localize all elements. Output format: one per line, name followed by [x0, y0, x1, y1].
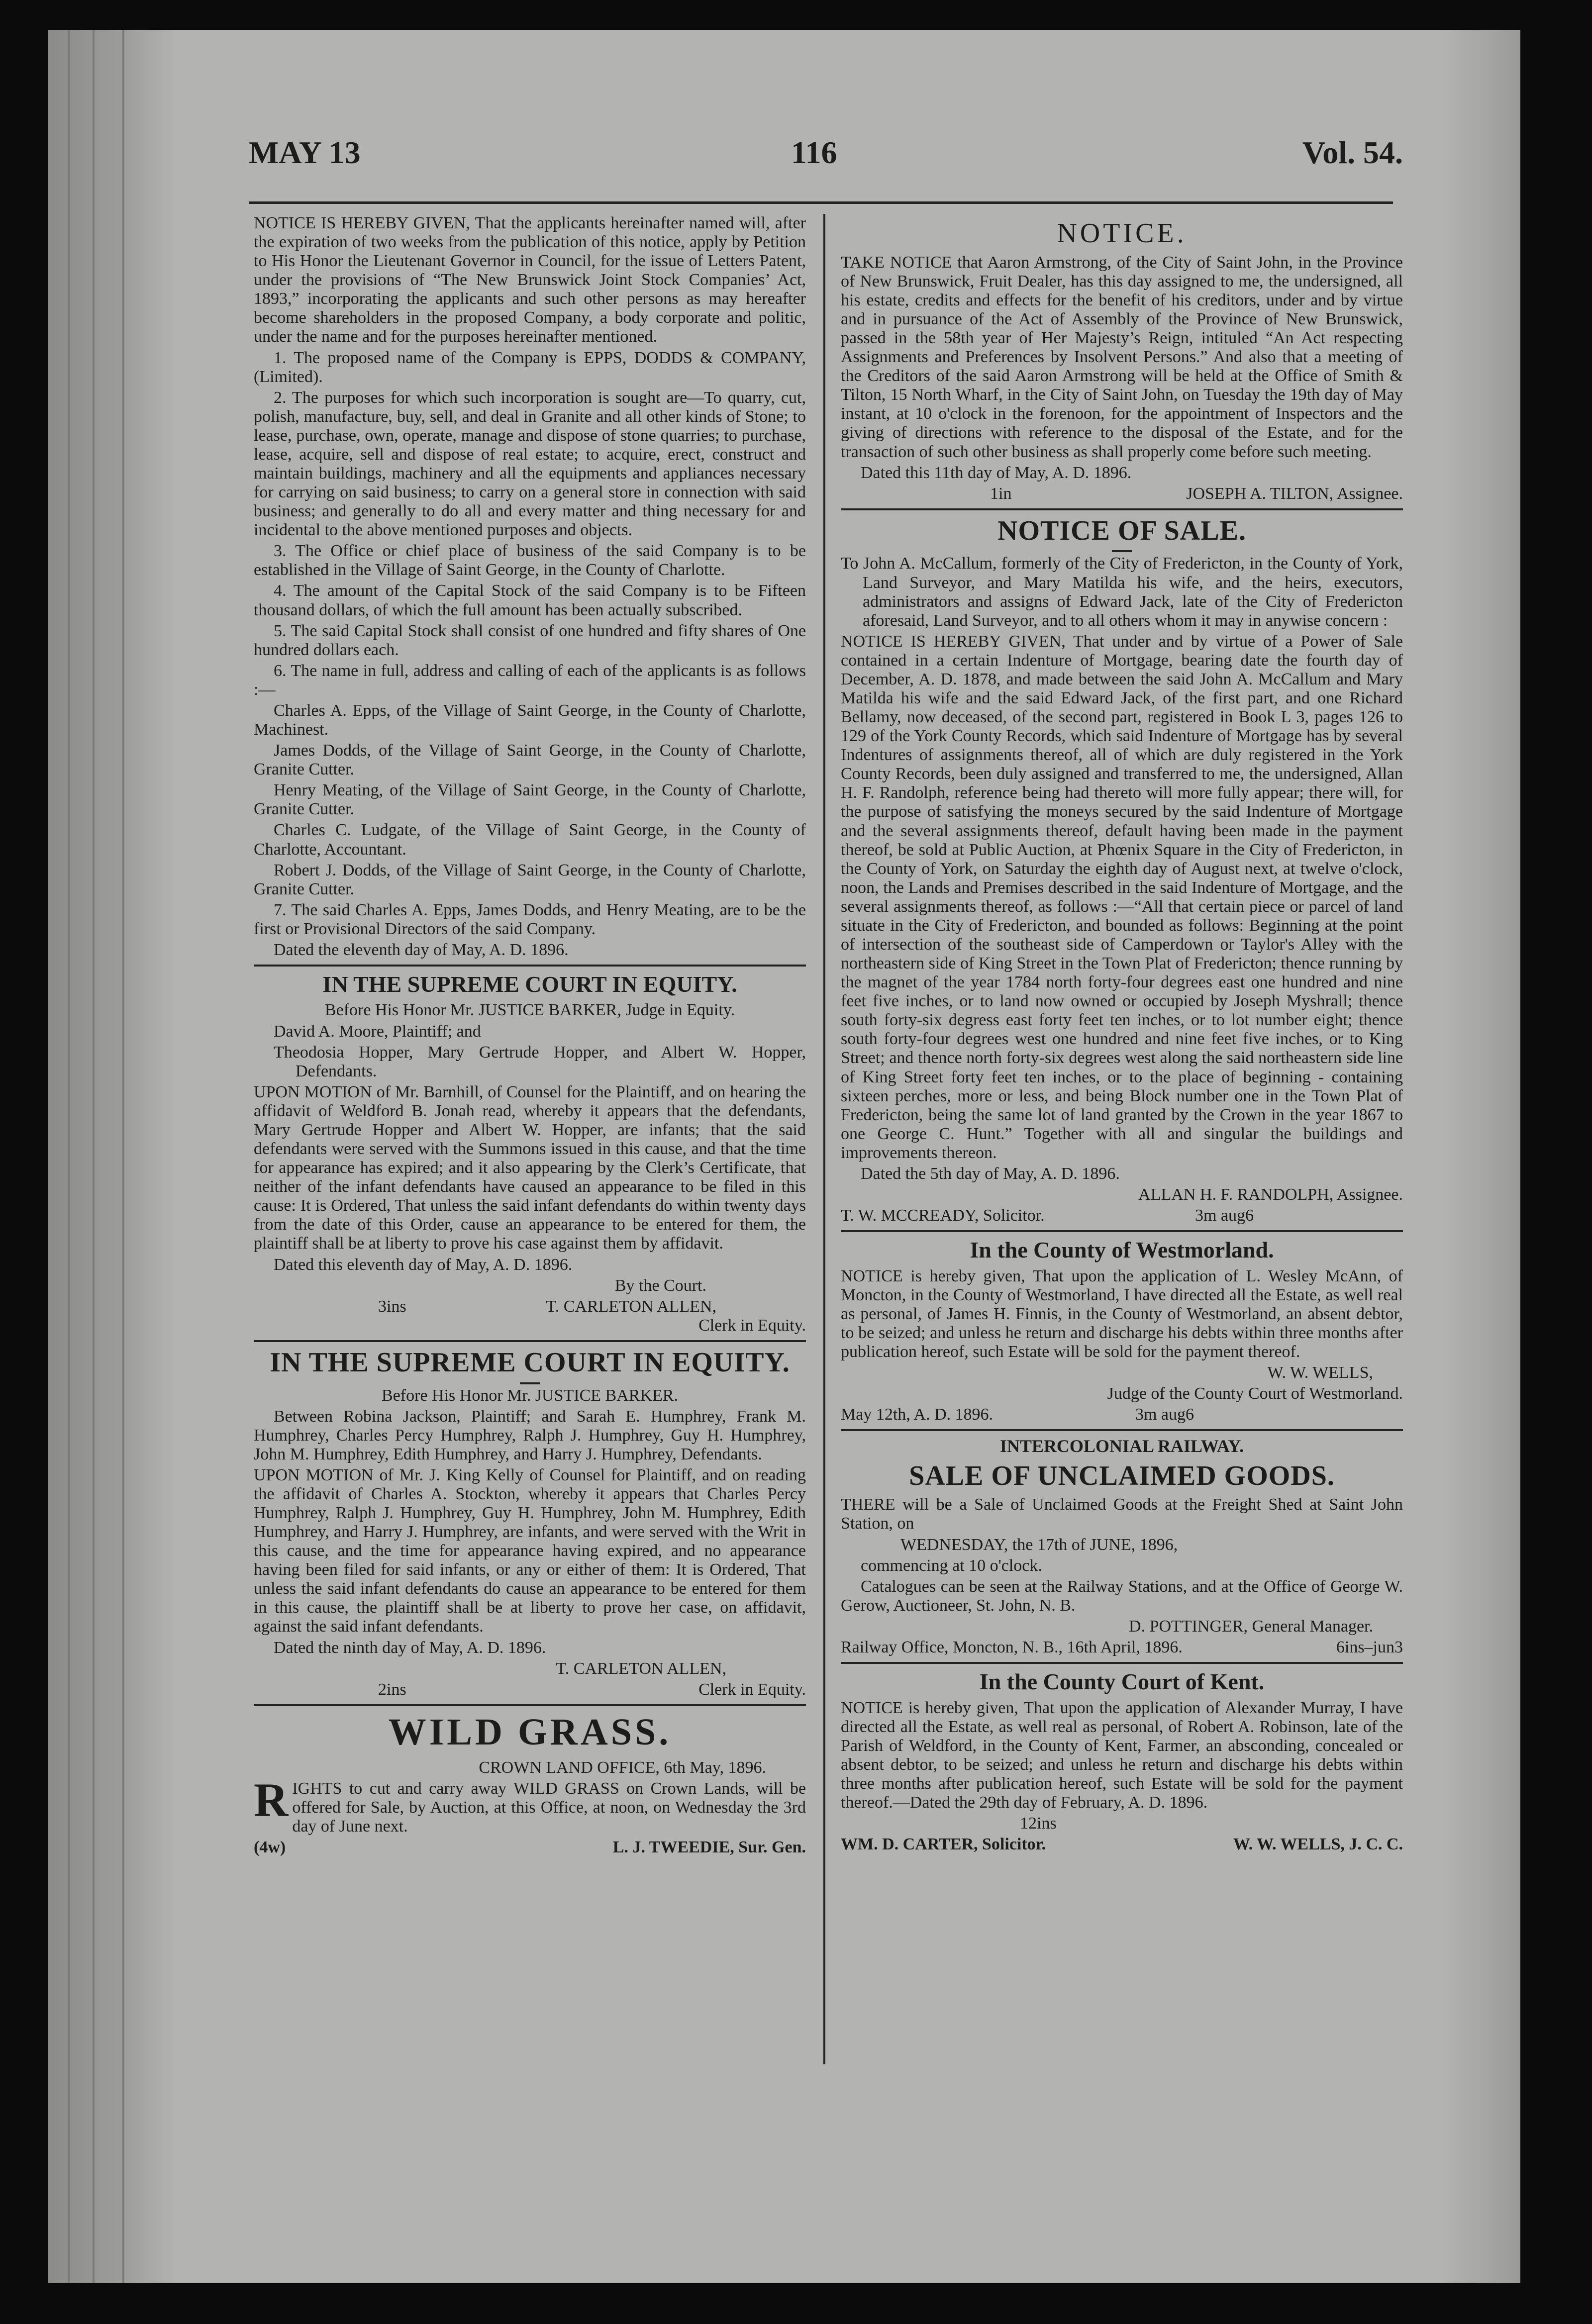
notice-ins: 1in [990, 484, 1012, 503]
railway-signature: D. POTTINGER, General Manager. [1129, 1617, 1373, 1636]
kent-body: NOTICE is hereby given, That upon the application of Alexander Murray, I have directed all the Estate, as well real as personal, of Robert A. Robinson, late of the Parish of Weldford, in the County of Kent, Farmer, an absconding, concealed or absent debtor, to be seized; and unless he return and discharge his debts within three months after publication hereof, such Estate will be sold for the payment thereof.—Dated the 29th day of February, A. D. 1896. [841, 1698, 1403, 1812]
page-number: 116 [791, 135, 837, 170]
section-rule [841, 508, 1403, 510]
kent-ins: 12ins [1020, 1814, 1057, 1833]
westmorland-date: May 12th, A. D. 1896. [841, 1405, 993, 1424]
kent-title: In the County Court of Kent. [979, 1668, 1265, 1694]
court1-clerk: T. CARLETON ALLEN, [546, 1297, 716, 1316]
railway-date: WEDNESDAY, the 17th of JUNE, 1896, [900, 1535, 1178, 1554]
notice-intro: NOTICE IS HEREBY GIVEN, That the applicants hereinafter named will, after the expiration of two weeks from the publication of this notice, apply by Petition to His Honor the Lieutenant Governor in Council, for the issue of Letters Patent, under the provisions of “The New Brunswick Joint Stock Companies’ Act, 1893,” incorporating the applicants and such other persons as may hereafter become shareholders in the proposed Company, a body corporate and politic, under the name and for the purposes hereinafter mentioned. [254, 214, 806, 346]
westmorland-ins: 3m aug6 [1135, 1405, 1194, 1424]
notice-dated: Dated this 11th day of May, A. D. 1896. [861, 463, 1132, 482]
railway-time: commencing at 10 o'clock. [861, 1556, 1042, 1575]
sale-addressee: To John A. McCallum, formerly of the City of Fredericton, in the County of York, Land Surveyor, and Mary Matilda his wife, and the heirs, executors, administrators and assigns of Edward Jack, late of the City of Fredericton aforesaid, Land Surveyor, and to all others whom it may in anywise concern : [841, 554, 1403, 630]
applicant: Henry Meating, of the Village of Saint George, in the County of Charlotte, Granite Cutter. [254, 781, 806, 819]
sale-title: NOTICE OF SALE. [997, 515, 1246, 546]
applicant: Robert J. Dodds, of the Village of Saint George, in the County of Charlotte, Granite Cutter. [254, 861, 806, 898]
court1-title: IN THE SUPREME COURT IN EQUITY. [322, 971, 737, 997]
applicant: James Dodds, of the Village of Saint George, in the County of Charlotte, Granite Cutter. [254, 741, 806, 779]
westmorland-signature: W. W. WELLS, [1267, 1363, 1373, 1382]
notice-clause-1: 1. The proposed name of the Company is EPPS, DODDS & COMPANY, (Limited). [254, 348, 806, 386]
notice-body: TAKE NOTICE that Aaron Armstrong, of the City of Saint John, in the Province of New Brunswick, Fruit Dealer, has this day assigned to me, the undersigned, all his estate, credits and effects for the benefit of his creditors, under and by virtue and in pursuance of the Act of Assembly of the Province of New Brunswick, passed in the 58th year of Her Majesty’s Reign, intituled “An Act respecting Assignments and Preferences by Insolvent Persons.” And also that a meeting of the Creditors of the said Aaron Armstrong will be held at the Office of Smith & Tilton, 15 North Wharf, in the City of Saint John, on Tuesday the 19th day of May instant, at 10 o'clock in the forenoon, for the appointment of Inspectors and the giving of directions with reference to the disposal of the Estate, and for the transaction of such other business as shall properly come before such meeting. [841, 253, 1403, 461]
grass-signature: L. J. TWEEDIE, Sur. Gen. [612, 1838, 806, 1857]
railway-title: SALE OF UNCLAIMED GOODS. [909, 1460, 1335, 1491]
grass-title: WILD GRASS. [388, 1711, 672, 1753]
railway-body: THERE will be a Sale of Unclaimed Goods at the Freight Shed at Saint John Station, on [841, 1495, 1403, 1533]
section-rule [841, 1429, 1403, 1431]
page-shadow [1441, 30, 1520, 2283]
notice-clause-4: 4. The amount of the Capital Stock of the said Company is to be Fifteen thousand dollars, of which the full amount has been actually subscribed. [254, 581, 806, 619]
notice-clause-6: 6. The name in full, address and calling of each of the applicants is as follows :— [254, 661, 806, 699]
westmorland-body: NOTICE is hereby given, That upon the application of L. Wesley McAnn, of Moncton, in the County of Westmorland, I have directed all the Estate, as well real as personal, of James H. Finnis, in the County of Westmorland, an absent debtor, to be seized; and unless he return and discharge his debts within three months after publication hereof, such Estate will be sold for the payment thereof. [841, 1266, 1403, 1361]
court1-ins: 3ins [378, 1297, 406, 1316]
sale-signature: ALLAN H. F. RANDOLPH, Assignee. [1138, 1185, 1403, 1204]
left-column [254, 214, 806, 2064]
court1-by: By the Court. [614, 1276, 706, 1295]
sale-ins: 3m aug6 [1194, 1206, 1254, 1225]
grass-ins: (4w) [254, 1838, 286, 1857]
column-divider [823, 214, 825, 2064]
court1-dated: Dated this eleventh day of May, A. D. 1896. [274, 1255, 573, 1274]
kent-solicitor: WM. D. CARTER, Solicitor. [841, 1835, 1046, 1854]
section-rule [841, 1230, 1403, 1232]
court2-parties: Between Robina Jackson, Plaintiff; and Sarah E. Humphrey, Frank M. Humphrey, Charles Percy Humphrey, Ralph J. Humphrey, Guy H. Humphrey, John M. Humphrey, Edith Humphrey, and Harry J. Humphrey, Defendants. [254, 1407, 806, 1463]
court2-before: Before His Honor Mr. JUSTICE BARKER. [382, 1386, 678, 1405]
railway-office: Railway Office, Moncton, N. B., 16th April, 1896. [841, 1638, 1183, 1656]
court1-before: Before His Honor Mr. JUSTICE BARKER, Judge in Equity. [324, 1001, 735, 1020]
drop-cap: R [254, 1773, 289, 1827]
applicant: Charles A. Epps, of the Village of Saint George, in the County of Charlotte, Machinest. [254, 701, 806, 739]
court2-body: UPON MOTION of Mr. J. King Kelly of Counsel for Plaintiff, and on reading the affidavit of Charles A. Stockton, whereby it appears that Charles Percy Humphrey, Ralph J. Humphrey, Guy H. Humphrey, John M. Humphrey, Edith Humphrey, and Harry J. Humphrey, are infants, and were served with the Writ in this cause, and the time for appearance having expired, and no appearance having been filed for said infants, or any or either of them: It is Ordered, That unless the said infant defendants do cause an appearance to be entered for them in this cause, the plaintiff shall be at liberty to prove her case, on affidavit, against the said infant defendants. [254, 1465, 806, 1636]
court1-body: UPON MOTION of Mr. Barnhill, of Counsel for the Plaintiff, and on hearing the affidavit of Weldford B. Jonah read, whereby it appears that the defendants, Mary Gertrude Hopper and Albert W. Hopper, are infants; that the said defendants were served with the Summons issued in this cause, and that the time for appearance has expired; and it also appearing by the Clerk’s Certificate, that neither of the infant defendants have caused an appearance to be filed in this cause: It is Ordered, That unless the said infant defendants do within twenty days from the date of this Order, cause an appearance to be entered for them, the plaintiff shall be at liberty to prove his case against them by affidavit. [254, 1082, 806, 1253]
court2-ins: 2ins [378, 1680, 406, 1699]
court1-plaintiff: David A. Moore, Plaintiff; and [274, 1022, 481, 1041]
section-rule [254, 1340, 806, 1342]
westmorland-title: In the County of Westmorland. [970, 1237, 1274, 1263]
page-binding [48, 30, 177, 2283]
notice-dated: Dated the eleventh day of May, A. D. 1896. [274, 940, 569, 959]
right-column [841, 214, 1403, 2064]
volume-number: Vol. 54. [1302, 135, 1403, 170]
court2-clerk-title: Clerk in Equity. [698, 1680, 806, 1699]
sale-solicitor: T. W. MCCREADY, Solicitor. [841, 1206, 1045, 1225]
ornament [1112, 550, 1132, 552]
grass-body: RIGHTS to cut and carry away WILD GRASS on Crown Lands, will be offered for Sale, by Auction, at this Office, at noon, on Wednesday the 3rd day of June next. [254, 1773, 806, 1836]
court1-defendants: Theodosia Hopper, Mary Gertrude Hopper, and Albert W. Hopper, Defendants. [274, 1043, 806, 1080]
court2-title: IN THE SUPREME COURT IN EQUITY. [270, 1347, 790, 1378]
page-header [249, 134, 1403, 194]
kent-signature: W. W. WELLS, J. C. C. [1233, 1835, 1403, 1854]
section-rule [254, 965, 806, 967]
court1-clerk-title: Clerk in Equity. [698, 1316, 806, 1335]
section-rule [841, 1662, 1403, 1664]
grass-office: CROWN LAND OFFICE, 6th May, 1896. [479, 1758, 766, 1777]
sale-dated: Dated the 5th day of May, A. D. 1896. [861, 1164, 1120, 1183]
notice-clause-3: 3. The Office or chief place of business of the said Company is to be established in the Village of Saint George, in the County of Charlotte. [254, 542, 806, 580]
notice-clause-7: 7. The said Charles A. Epps, James Dodds, and Henry Meating, are to be the first or Provisional Directors of the said Company. [254, 900, 806, 938]
railway-ins: 6ins–jun3 [1336, 1638, 1403, 1656]
court2-clerk: T. CARLETON ALLEN, [556, 1659, 726, 1678]
issue-date: MAY 13 [249, 135, 361, 170]
railway-label: INTERCOLONIAL RAILWAY. [999, 1436, 1244, 1456]
notice-clause-2: 2. The purposes for which such incorporation is sought are—To quarry, cut, polish, manufacture, buy, sell, and deal in Granite and all other kinds of Stone; to lease, purchase, own, operate, manage and dispose of stone quarries; to purchase, lease, acquire, sell and dispose of real estate; to acquire, erect, construct and maintain buildings, machinery and all the equipments and appliances necessary for carrying on said business; to carry on a general store in connection with said business; and generally to do all and every matter and thing necessary for and incidental to the above mentioned purposes and objects. [254, 388, 806, 540]
section-rule [254, 1704, 806, 1706]
ornament [520, 1382, 540, 1384]
notice-signature: JOSEPH A. TILTON, Assignee. [1186, 484, 1403, 503]
applicant: Charles C. Ludgate, of the Village of Saint George, in the County of Charlotte, Accountant. [254, 821, 806, 859]
sale-body: NOTICE IS HEREBY GIVEN, That under and by virtue of a Power of Sale contained in a certain Indenture of Mortgage, bearing date the fourth day of December, A. D. 1878, and made between the said John A. McCallum and Mary Matilda his wife and the said Edward Jack, of the first part, and one Richard Bellamy, now deceased, of the second part, registered in Book L 3, pages 126 to 129 of the York County Records, which said Indenture of Mortgage has by several Indentures of assignments thereof, all of which are duly registered in the York County Records, been duly assigned and transferred to me, the undersigned, Allan H. F. Randolph, reference being had thereto will more fully appear; there will, for the purpose of satisfying the moneys secured by the said Indenture of Mortgage and the several assignments thereof, default having been made in the payment thereof, be sold at Public Auction, at Phœnix Square in the City of Fredericton, in the County of York, on Saturday the eighth day of August next, at twelve o'clock, noon, the Lands and Premises described in the said Indenture of Mortgage, and the several assignments thereof, as follows :—“All that certain piece or parcel of land situate in the City of Fredericton, and bounded as follows: Beginning at the point of intersection of the southeast side of Camperdown or Taylor's Alley with the northeastern side of King Street in the Town Plat of Fredericton; thence running by the magnet of the year 1784 north forty-four degrees east one hundred and nine feet five inches, or to land now owned or occupied by Joseph Myshrall; thence south forty-six degress east forty feet ten inches, or to lot number eight; thence south forty-four degrees west one hundred and nine feet five inches, or to King Street; and thence north forty-six degrees west along the said northeastern side line of King Street forty feet ten inches, or to the place of beginning - containing sixteen perches, more or less, and being Block number one in the Town Plat of Fredericton, being the same lot of land granted by the Crown in the year 1867 to one George C. Hunt.” Together with all and singular the buildings and improvements thereon. [841, 632, 1403, 1162]
header-rule [249, 201, 1393, 204]
railway-catalogues: Catalogues can be seen at the Railway Stations, and at the Office of George W. Gerow, Auctioneer, St. John, N. B. [841, 1577, 1403, 1615]
westmorland-judge: Judge of the County Court of Westmorland. [1107, 1384, 1403, 1403]
notice-clause-5: 5. The said Capital Stock shall consist of one hundred and fifty shares of One hundred dollars each. [254, 621, 806, 659]
notice-title: NOTICE. [1057, 218, 1187, 249]
court2-dated: Dated the ninth day of May, A. D. 1896. [274, 1638, 546, 1657]
